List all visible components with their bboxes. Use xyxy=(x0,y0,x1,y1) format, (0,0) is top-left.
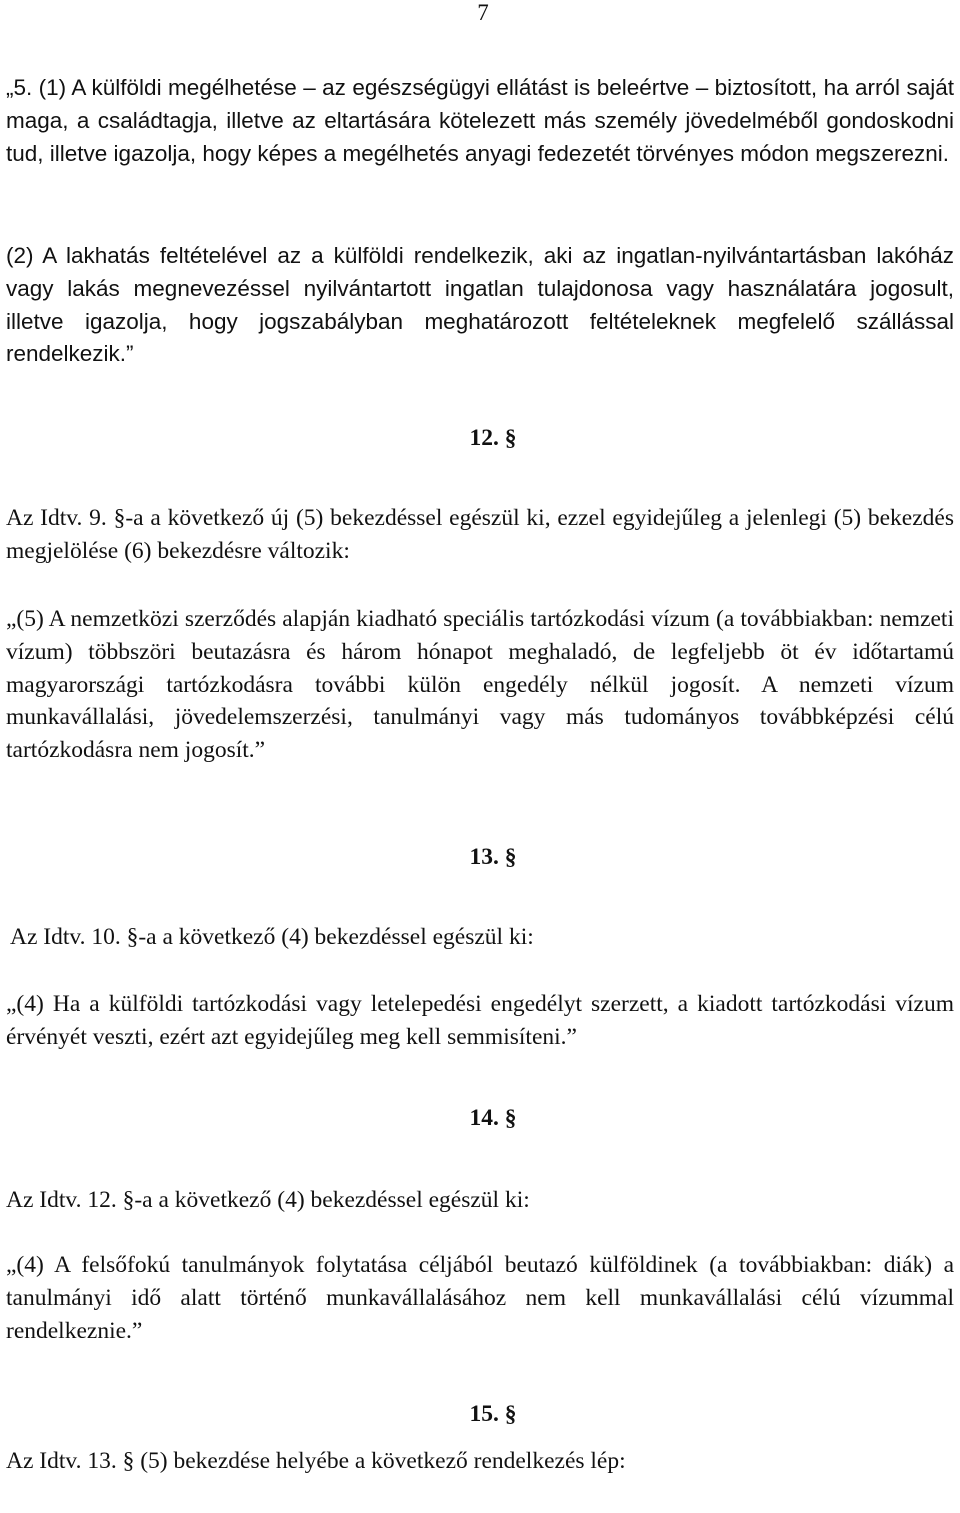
section-heading-15-text: 15. § xyxy=(469,1401,517,1427)
paragraph-15-intro: Az Idtv. 13. § (5) bekezdése helyébe a következő rendelkezés lép: xyxy=(6,1448,626,1474)
page-number: 7 xyxy=(477,0,489,25)
paragraph-14-quote: „(4) A felsőfokú tanulmányok folytatása céljából beutazó külföldinek (a továbbiakban: diák) a tanulmányi idő alatt történő munkavállalásához nem kell munkavállalási célú vízummal rendelkeznie.” xyxy=(6,1252,954,1344)
paragraph-14-intro: Az Idtv. 12. §-a a következő (4) bekezdéssel egészül ki: xyxy=(6,1187,530,1213)
section-heading-13-text: 13. § xyxy=(469,844,517,870)
section-heading-12-text: 12. § xyxy=(469,425,517,451)
section-heading-14 xyxy=(0,1102,960,1134)
paragraph-12-intro: Az Idtv. 9. §-a a következő új (5) bekezdéssel egészül ki, ezzel egyidejűleg a jelenlegi (5) bekezdés megjelölése (6) bekezdésre változik: xyxy=(6,505,954,564)
section-heading-15 xyxy=(0,1398,960,1430)
paragraph-13-quote: „(4) Ha a külföldi tartózkodási vagy letelepedési engedélyt szerzett, a kiadott tartózkodási vízum érvényét veszti, ezért azt egyidejűleg meg kell semmisíteni.” xyxy=(6,991,954,1050)
paragraph-5-2: (2) A lakhatás feltételével az a külföldi rendelkezik, aki az ingatlan-nyilvántartásban lakóház vagy lakás megnevezéssel nyilvántartott ingatlan tulajdonosa vagy használatára jogosult, illetve igazolja, hogy jogszabályban meghatározott feltételeknek megfelelő szállással rendelkezik.” xyxy=(6,243,954,367)
section-heading-14-text: 14. § xyxy=(469,1105,517,1131)
paragraph-5-1: „5. (1) A külföldi megélhetése – az egészségügyi ellátást is beleértve – biztosított, ha arról saját maga, a családtagja, illetve az eltartására kötelezett más személy jövedelméből gondoskodni tud, illetve igazolja, hogy képes a megélhetés anyagi fedezetét törvényes módon megszerezni. xyxy=(6,75,954,166)
paragraph-12-quote: „(5) A nemzetközi szerződés alapján kiadható speciális tartózkodási vízum (a továbbiakban: nemzeti vízum) többszöri beutazásra és három hónapot meghaladó, de legfeljebb öt év időtartamú magyarországi tartózkodásra további külön engedély nélkül jogosít. A nemzeti vízum munkavállalási, jövedelemszerzési, tanulmányi vagy más tudományos továbbképzési célú tartózkodásra nem jogosít.” xyxy=(6,606,954,764)
section-heading-13 xyxy=(0,841,960,873)
section-heading-12 xyxy=(0,422,960,454)
paragraph-13-intro: Az Idtv. 10. §-a a következő (4) bekezdéssel egészül ki: xyxy=(10,924,534,950)
